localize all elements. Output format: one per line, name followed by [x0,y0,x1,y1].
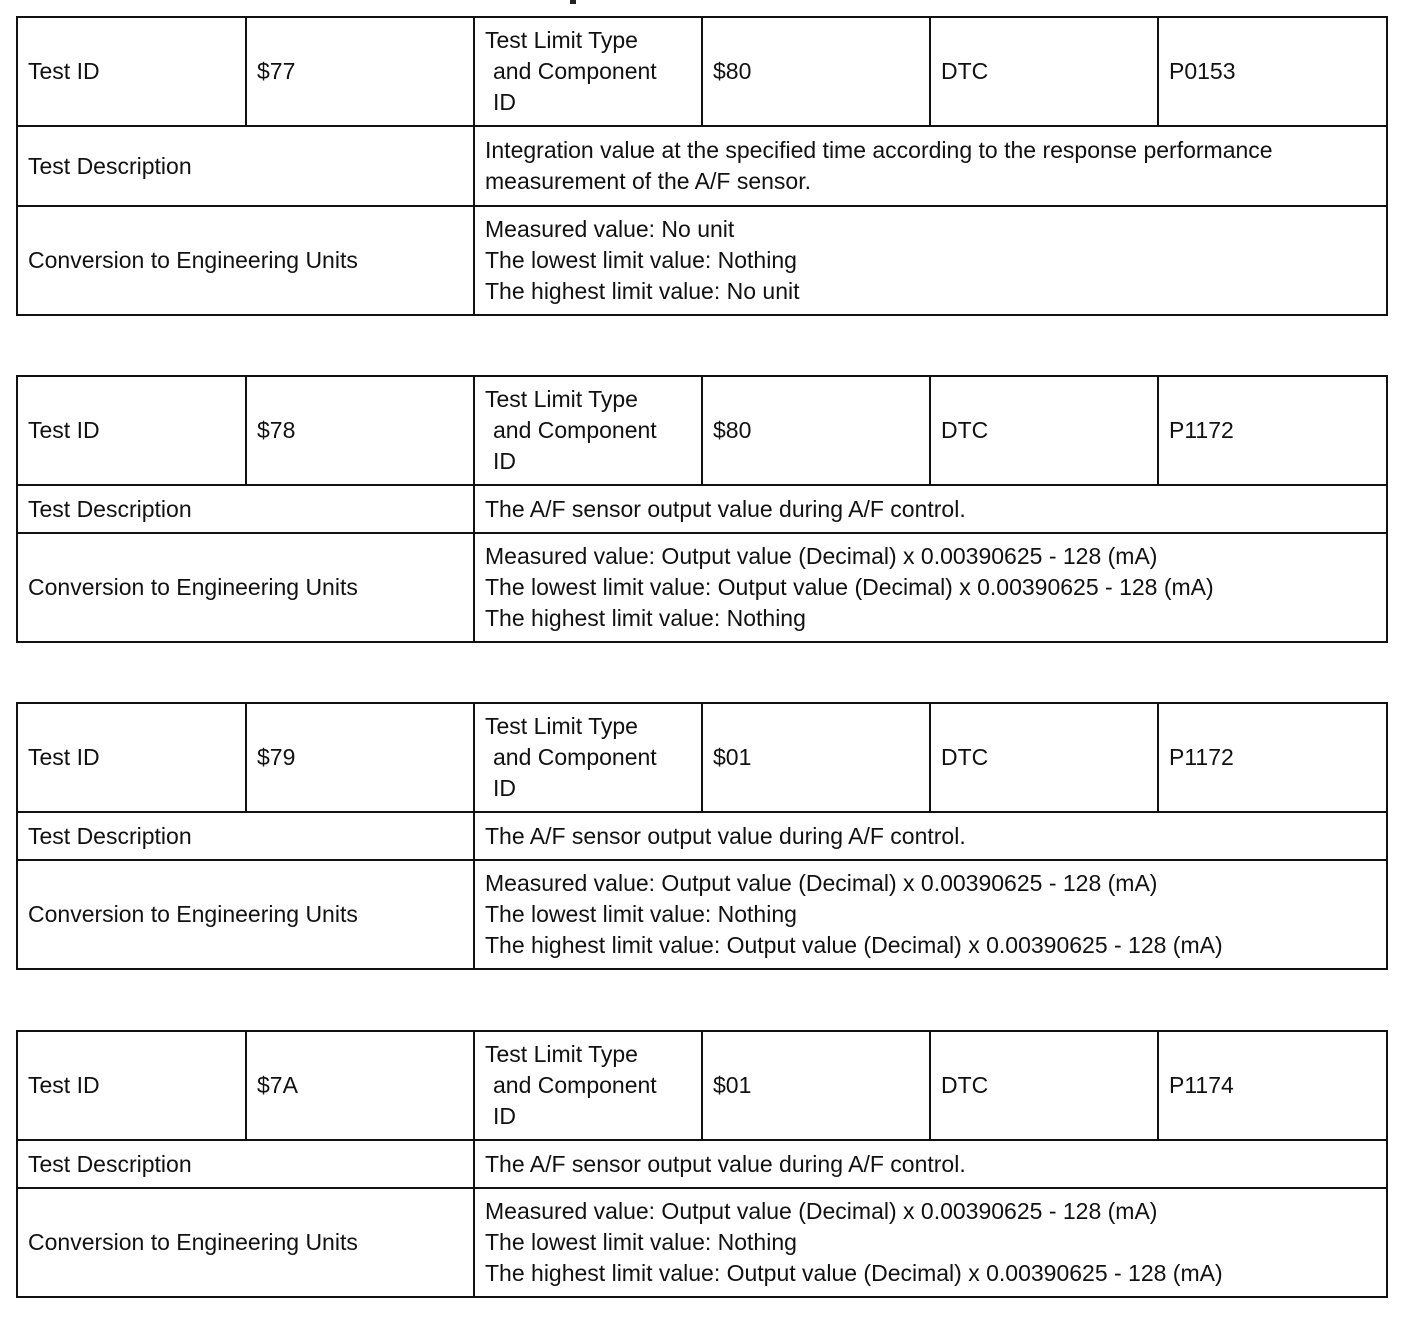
conversion-line: The lowest limit value: Output value (Decimal) x 0.00390625 - 128 (mA) [485,574,1214,600]
table-row [17,860,1387,969]
conversion-label: Conversion to Engineering Units [17,860,474,969]
description-line: Integration value at the specified time according to the response performance [485,137,1273,163]
table-row [17,126,1387,206]
limit-type-label [474,17,702,126]
limit-type-label-line: Test Limit Type [485,1041,638,1067]
conversion-line: Measured value: No unit [485,216,735,242]
description-line: The A/F sensor output value during A/F control. [485,1150,966,1177]
description-line: measurement of the A/F sensor. [485,168,811,194]
limit-type-label-line: ID [493,448,516,474]
limit-type-label-line: and Component [493,1072,657,1098]
table-row [17,1188,1387,1297]
dtc-value: P1174 [1158,1031,1387,1140]
test-description-value [474,126,1387,206]
dtc-label: DTC [930,17,1158,126]
conversion-label: Conversion to Engineering Units [17,533,474,642]
conversion-value [474,1188,1387,1297]
conversion-value [474,860,1387,969]
test-description-value [474,1140,1387,1188]
conversion-label: Conversion to Engineering Units [17,1188,474,1297]
test-description-value [474,812,1387,860]
conversion-line: The highest limit value: Nothing [485,605,806,631]
limit-type-value: $01 [702,703,930,812]
test-description-value [474,485,1387,533]
test-id-label: Test ID [17,376,246,485]
table-row [17,376,1387,485]
test-description-label: Test Description [17,1140,474,1188]
description-line: The A/F sensor output value during A/F control. [485,495,966,522]
limit-type-label-line: and Component [493,744,657,770]
test-description-label: Test Description [17,812,474,860]
conversion-line: Measured value: Output value (Decimal) x 0.00390625 - 128 (mA) [485,870,1158,896]
test-id-value: $78 [246,376,474,485]
limit-type-value: $01 [702,1031,930,1140]
conversion-line: The lowest limit value: Nothing [485,901,797,927]
conversion-line: The highest limit value: No unit [485,278,800,304]
monitor-table-1 [16,16,1388,316]
monitor-table-2 [16,375,1388,643]
monitor-table-4 [16,1030,1388,1298]
table-row [17,703,1387,812]
conversion-line: The lowest limit value: Nothing [485,1229,797,1255]
conversion-line: Measured value: Output value (Decimal) x 0.00390625 - 128 (mA) [485,543,1158,569]
dtc-value: P0153 [1158,17,1387,126]
limit-type-label-line: Test Limit Type [485,386,638,412]
conversion-value [474,206,1387,315]
table-row [17,533,1387,642]
conversion-line: The lowest limit value: Nothing [485,247,797,273]
monitor-table-3 [16,702,1388,970]
dtc-label: DTC [930,1031,1158,1140]
conversion-line: Measured value: Output value (Decimal) x 0.00390625 - 128 (mA) [485,1198,1158,1224]
test-id-value: $77 [246,17,474,126]
description-line: The A/F sensor output value during A/F control. [485,822,966,849]
table-row [17,812,1387,860]
table-row [17,17,1387,126]
dtc-value: P1172 [1158,376,1387,485]
table-row [17,1031,1387,1140]
limit-type-label [474,703,702,812]
limit-type-value: $80 [702,376,930,485]
test-id-label: Test ID [17,703,246,812]
limit-type-label-line: ID [493,775,516,801]
table-row [17,485,1387,533]
conversion-line: The highest limit value: Output value (Decimal) x 0.00390625 - 128 (mA) [485,1260,1223,1286]
table-row [17,1140,1387,1188]
test-id-value: $7A [246,1031,474,1140]
dtc-label: DTC [930,703,1158,812]
limit-type-label-line: ID [493,1103,516,1129]
conversion-label: Conversion to Engineering Units [17,206,474,315]
test-id-label: Test ID [17,1031,246,1140]
limit-type-label-line: and Component [493,58,657,84]
limit-type-label [474,1031,702,1140]
limit-type-label [474,376,702,485]
test-description-label: Test Description [17,485,474,533]
test-description-label: Test Description [17,126,474,206]
limit-type-label-line: ID [493,89,516,115]
conversion-line: The highest limit value: Output value (Decimal) x 0.00390625 - 128 (mA) [485,932,1223,958]
limit-type-label-line: Test Limit Type [485,713,638,739]
conversion-value [474,533,1387,642]
limit-type-label-line: Test Limit Type [485,27,638,53]
limit-type-value: $80 [702,17,930,126]
dtc-label: DTC [930,376,1158,485]
test-id-value: $79 [246,703,474,812]
dtc-value: P1172 [1158,703,1387,812]
page-top-mark [570,0,576,4]
test-id-label: Test ID [17,17,246,126]
limit-type-label-line: and Component [493,417,657,443]
table-row [17,206,1387,315]
